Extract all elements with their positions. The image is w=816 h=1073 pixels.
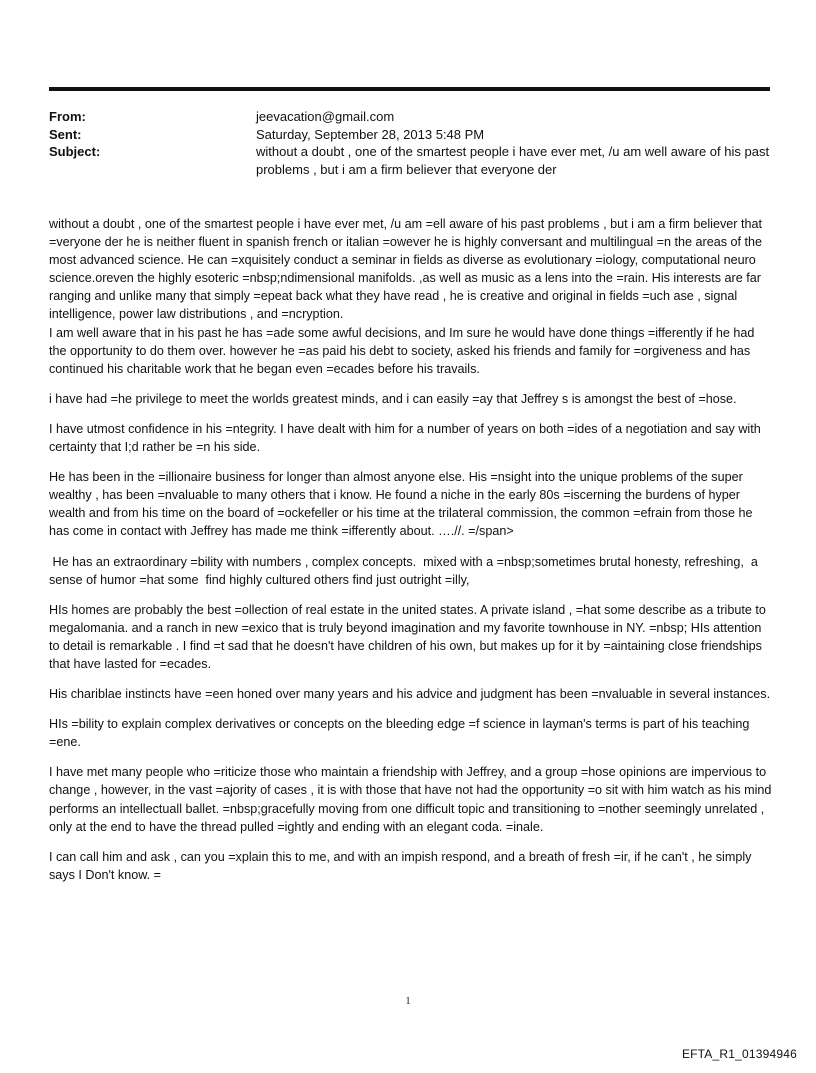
from-row (49, 108, 770, 126)
body-paragraph-integrity: I have utmost confidence in his =ntegrity. I have dealt with him for a number of years on both =ides of a negotiation and say with certainty that I;d rather be =n his side. (49, 421, 761, 455)
from-value: jeevacation@gmail.com (256, 109, 395, 124)
sent-label: Sent: (49, 126, 82, 142)
email-body (49, 215, 773, 896)
body-paragraph-numbers: He has an extraordinary =bility with numbers , complex concepts. mixed with a =nbsp;sometimes brutal honesty, refreshing, a sense of humor =hat some find highly cultured others find just outright =illy, (49, 554, 762, 587)
subject-label: Subject: (49, 144, 101, 159)
subject-value: without a doubt , one of the smartest people i have ever met, /u am well aware of his past problems , but i am a firm believer that everyone der (256, 144, 770, 177)
body-paragraph-minds: i have had =he privilege to meet the worlds greatest minds, and i can easily =ay that Jeffrey s is amongst the best of =hose. (49, 391, 737, 406)
body-paragraph-business: He has been in the =illionaire business for longer than almost anyone else. His =nsight into the unique problems of the super wealthy , has been =nvaluable to many others that i know. He found a niche in the early 80s =iscerning the burdens of hyper wealth and from his time on the board of =ockefeller or his time at the trilateral commission, the common =efrain from those he has come in contact with Jeffrey has made me think =ifferently about. ….//. =/span> (49, 470, 753, 539)
body-paragraph-charitable: His chariblae instincts have =een honed over many years and his advice and judgment has been =nvaluable in several instances. (49, 687, 771, 702)
header-divider-rule (49, 87, 770, 91)
body-paragraph-closing: I can call him and ask , can you =xplain this to me, and with an impish respond, and a breath of fresh =ir, if he can't , he simply says I Don't know. = (49, 849, 752, 882)
subject-row (49, 143, 770, 178)
from-label: From: (49, 109, 86, 124)
page-number: 1 (405, 996, 411, 1007)
email-header (49, 108, 770, 178)
sent-row (49, 126, 770, 144)
sent-value: Saturday, September 28, 2013 5:48 PM (256, 126, 485, 142)
body-paragraph-intro: without a doubt , one of the smartest people i have ever met, /u am =ell aware of his past problems , but i am a firm believer that =veryone der he is neither fluent in spanish french or italian =owever he is highly conversant and multilingual =n the areas of the most advanced science. He can =xquisitely conduct a seminar in fields as diverse as evolutionary =iology, computational neuro science.oreven the highly esoteric =nbsp;ndimensional manifolds. ,as well as music as a lens into the =rain. His interests are far ranging and unlike many that simply =epeat back what they have read , he is creative and original in fields =uch ase , signal intelligence, power law distributions , and =ncryption. I am well aware that in his past he has =ade some awful decisions, and Im sure he would have done things =ifferently if he had the opportunity to do them over. however he =as paid his debt to society, asked his friends and family for =orgiveness and has continued his charitable work that he began even =ecades before his travails. (49, 217, 763, 376)
body-paragraph-critics: I have met many people who =riticize those who maintain a friendship with Jeffrey, and a group =hose opinions are impervious to change , however, in the vast =ajority of cases , it is with those that have not had the opportunity =o sit with him watch as his mind performs an intellectuall ballet. =nbsp;gracefully moving from one difficult topic and transitioning to =nother seemingly unrelated , only at the end to have the thread pulled =ightly and ending with an elegant coda. =inale. (49, 765, 772, 834)
body-paragraph-homes: HIs homes are probably the best =ollection of real estate in the united states. A private island , =hat some describe as a tribute to megalomania. and a ranch in new =exico that is truly beyond imagination and my favorite townhouse in NY. =nbsp; HIs attention to detail is remarkable . I find =t sad that he doesn't have children of his own, but makes up for it by =aintaining close friendships that have lasted for =ecades. (49, 602, 766, 671)
body-paragraph-teaching: HIs =bility to explain complex derivatives or concepts on the bleeding edge =f science in layman's terms is part of his teaching =ene. (49, 717, 750, 750)
bates-number: EFTA_R1_01394946 (681, 1047, 797, 1061)
